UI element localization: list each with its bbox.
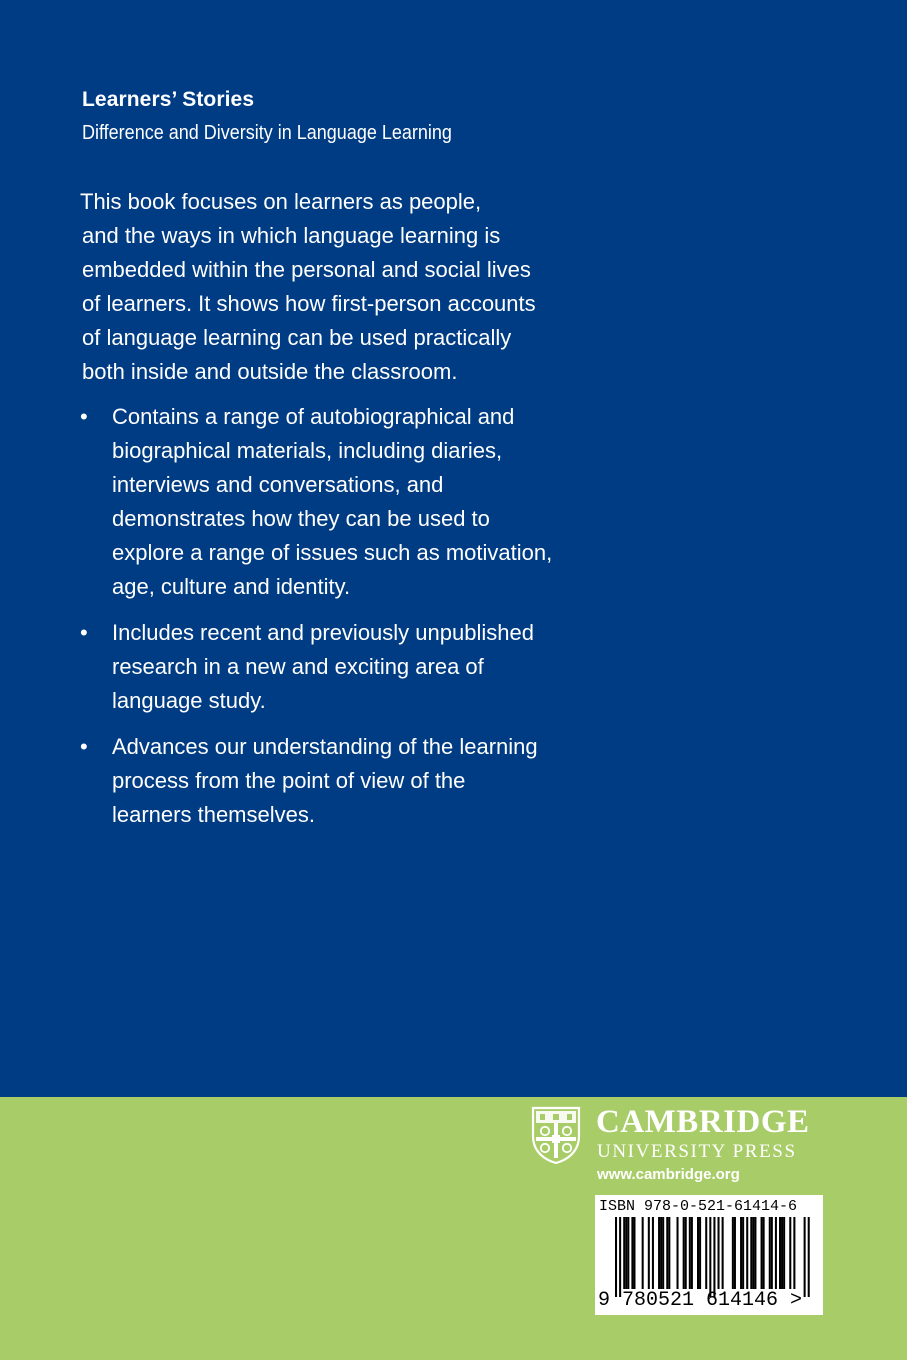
barcode-bar [771, 1217, 773, 1289]
barcode-bar [718, 1217, 720, 1289]
bullet-marker: • [80, 404, 88, 429]
feature-bullet-item [80, 400, 600, 604]
book-subtitle: Difference and Diversity in Language Learning [82, 122, 452, 144]
barcode-bar [658, 1217, 660, 1289]
barcode-bar [705, 1217, 707, 1289]
barcode-bar [631, 1217, 633, 1289]
blurb-line: This book focuses on learners as people, [80, 189, 482, 214]
bullet-line: demonstrates how they can be used to [112, 506, 490, 531]
barcode-bar [625, 1217, 627, 1289]
bullet-line: Advances our understanding of the learning [112, 734, 538, 759]
feature-bullet-item [80, 730, 600, 832]
blurb-paragraph [80, 185, 580, 389]
publisher-name: CAMBRIDGE [596, 1104, 810, 1140]
isbn-label: ISBN 978-0-521-61414-6 [599, 1198, 798, 1215]
barcode-bar [627, 1217, 629, 1289]
barcode-bar [746, 1217, 748, 1289]
barcode-bar [750, 1217, 752, 1289]
barcode-bar [789, 1217, 791, 1289]
bullet-line: Includes recent and previously unpublished [112, 620, 534, 645]
barcode-bar [709, 1217, 711, 1297]
barcode-bar [623, 1217, 625, 1289]
bullet-line: language study. [112, 688, 266, 713]
bullet-line: age, culture and identity. [112, 574, 351, 599]
barcode-bar [763, 1217, 765, 1289]
barcode-bar [775, 1217, 777, 1289]
isbn-barcode [595, 1195, 823, 1315]
barcode-bar [752, 1217, 754, 1289]
barcode-bar [761, 1217, 763, 1289]
barcode-bar [648, 1217, 650, 1289]
barcode-bar [781, 1217, 783, 1289]
bullet-marker: • [80, 620, 88, 645]
feature-bullet-item [80, 616, 600, 718]
barcode-bar [783, 1217, 785, 1289]
barcode-bar [713, 1217, 715, 1297]
ean-digits: 9 780521 614146 > [598, 1289, 803, 1312]
barcode-bar [804, 1217, 806, 1297]
barcode-bar [689, 1217, 691, 1289]
cambridge-crest-icon [531, 1106, 581, 1164]
publisher-website: www.cambridge.org [597, 1166, 740, 1183]
barcode-bar [633, 1217, 635, 1289]
feature-bullet-list [80, 400, 600, 844]
bullet-line: interviews and conversations, and [112, 472, 444, 497]
barcode-bar [697, 1217, 699, 1289]
barcode-bar [677, 1217, 679, 1289]
barcode-bar [793, 1217, 795, 1289]
barcode-bar [662, 1217, 664, 1289]
bullet-marker: • [80, 734, 88, 759]
bullet-line: Contains a range of autobiographical and [112, 404, 515, 429]
barcode-bar [668, 1217, 670, 1289]
barcode-bar [732, 1217, 734, 1289]
barcode-bar [734, 1217, 736, 1289]
barcode-bar [619, 1217, 621, 1297]
barcode-bar [660, 1217, 662, 1289]
bullet-line: biographical materials, including diaries, [112, 438, 503, 463]
blurb-line: of learners. It shows how first-person accounts [82, 291, 536, 316]
barcode-bar [808, 1217, 810, 1297]
barcode-bar [722, 1217, 724, 1289]
barcode-bar [615, 1217, 617, 1297]
barcode-bar [652, 1217, 654, 1289]
barcode-bar [642, 1217, 644, 1289]
bullet-line: process from the point of view of the [112, 768, 466, 793]
blurb-line: embedded within the personal and social lives [82, 257, 531, 282]
blurb-line: both inside and outside the classroom. [82, 359, 458, 384]
publisher-subtitle: UNIVERSITY PRESS [597, 1141, 797, 1162]
bullet-line: learners themselves. [112, 802, 315, 827]
barcode-bar [742, 1217, 744, 1289]
barcode-bar [779, 1217, 781, 1289]
barcode-bar [740, 1217, 742, 1289]
barcode-bar [683, 1217, 685, 1289]
blurb-line: and the ways in which language learning is [82, 223, 501, 248]
bullet-line: research in a new and exciting area of [112, 654, 484, 679]
barcode-bar [754, 1217, 756, 1289]
barcode-bar [666, 1217, 668, 1289]
barcode-bar [691, 1217, 693, 1289]
book-title: Learners’ Stories [82, 88, 255, 111]
bullet-line: explore a range of issues such as motivation, [112, 540, 553, 565]
barcode-bar [699, 1217, 701, 1289]
barcode-bar [769, 1217, 771, 1289]
barcode-bar [685, 1217, 687, 1289]
blurb-line: of language learning can be used practically [82, 325, 512, 350]
